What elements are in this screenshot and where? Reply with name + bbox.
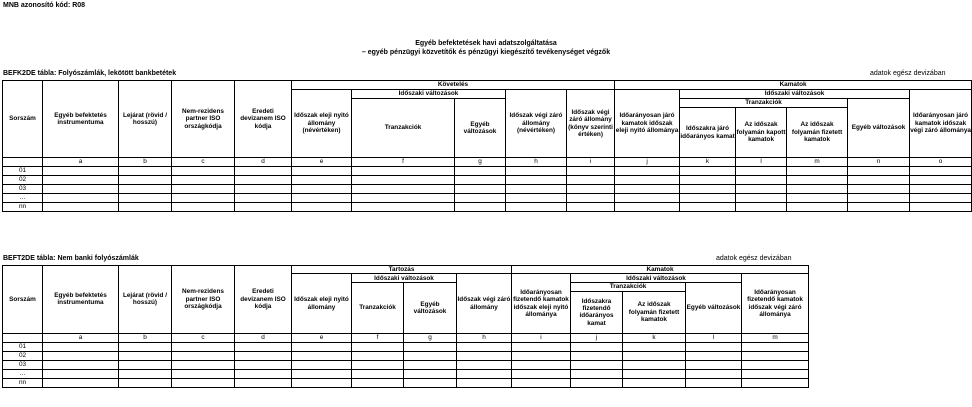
t1-group-kamatok: Kamatok	[615, 81, 972, 90]
t2-header-a: Egyéb befektetés instrumentuma	[43, 266, 119, 334]
t2-letter-i: i	[512, 333, 571, 342]
doc-code: MNB azonosító kód: R08	[3, 2, 86, 9]
table1-unit: adatok egész devizában	[870, 70, 946, 77]
t1-header-g: Egyéb változások	[455, 99, 506, 158]
t1-letter-b: b	[119, 158, 172, 167]
t2-header-i: Időarányosan fizetendő kamatok időszak eleji nyitó állománya	[512, 274, 571, 333]
t1-letter-e: e	[292, 158, 352, 167]
t2-header-g: Egyéb változások	[404, 283, 457, 333]
t2-letter-g: g	[404, 333, 457, 342]
t2-header-sorszam: Sorszám	[3, 266, 43, 334]
table-row	[3, 351, 809, 360]
table-row	[3, 185, 972, 194]
t2-letter-a: a	[43, 333, 119, 342]
t2-letter-m: m	[742, 333, 809, 342]
t1-letter-j: j	[615, 158, 680, 167]
t1-group-kovetelés: Követelés	[292, 81, 615, 90]
t1-header-d: Eredeti devizanem ISO kódja	[235, 81, 292, 158]
t1-header-a: Egyéb befektetés instrumentuma	[43, 81, 119, 158]
t2-sub-changes: Időszaki változások	[352, 274, 457, 283]
t1-letter-a: a	[43, 158, 119, 167]
t1-letter-m: m	[787, 158, 848, 167]
t1-header-l: Az időszak folyamán kapott kamatok	[736, 108, 787, 158]
table-row	[3, 194, 972, 203]
t2-header-h: Időszak végi záró állomány	[457, 274, 512, 333]
t2-letter-c: c	[172, 333, 235, 342]
row-number: 03	[3, 185, 43, 194]
table2-name: BEFT2DE tábla: Nem banki folyószámlák	[3, 255, 139, 262]
t2-letter-h: h	[457, 333, 512, 342]
row-number: …	[3, 369, 43, 378]
t1-letter-k: k	[680, 158, 736, 167]
row-number: nn	[3, 378, 43, 387]
t1-header-h: Időszak végi záró állomány (névértéken)	[506, 90, 567, 158]
table2-unit: adatok egész devizában	[716, 255, 792, 262]
table-row	[3, 176, 972, 185]
t2-header-b: Lejárat (rövid / hosszú)	[119, 266, 172, 334]
t1-header-e: Időszak eleji nyitó állomány (névértéken)	[292, 90, 352, 158]
table-row	[3, 360, 809, 369]
table-row	[3, 342, 809, 351]
t1-header-b: Lejárat (rövid / hosszú)	[119, 81, 172, 158]
t1-sub-changes-interest: Időszaki változások	[680, 90, 910, 99]
t1-letter-h: h	[506, 158, 567, 167]
t1-header-f: Tranzakciók	[352, 99, 455, 158]
t2-header-m: Időarányosan fizetendő kamatok időszak végi záró állománya	[742, 274, 809, 333]
t2-header-l: Egyéb változások	[686, 283, 742, 333]
t2-letter-l: l	[686, 333, 742, 342]
t1-letter-g: g	[455, 158, 506, 167]
row-number: nn	[3, 203, 43, 212]
t2-letter-k: k	[623, 333, 686, 342]
t1-header-i: Időszak végi záró állomány (könyv szerinti értéken)	[567, 90, 615, 158]
t1-sub-transactions: Tranzakciók	[680, 99, 848, 108]
row-number: 02	[3, 351, 43, 360]
t2-header-c: Nem-rezidens partner ISO országkódja	[172, 266, 235, 334]
t1-header-c: Nem-rezidens partner ISO országkódja	[172, 81, 235, 158]
t2-letter-e: e	[292, 333, 352, 342]
t2-header-f: Tranzakciók	[352, 283, 404, 333]
t1-sub-changes: Időszaki változások	[352, 90, 506, 99]
t2-sub-transactions: Tranzakciók	[571, 283, 686, 291]
row-number: …	[3, 194, 43, 203]
table1-name: BEFK2DE tábla: Folyószámlák, lekötött bankbetétek	[3, 70, 177, 77]
t1-letter-f: f	[352, 158, 455, 167]
table1	[2, 80, 972, 212]
row-number: 01	[3, 167, 43, 176]
t1-header-n: Egyéb változások	[848, 99, 910, 158]
t2-letter-d: d	[235, 333, 292, 342]
t1-header-k: Időszakra járó időarányos kamat	[680, 108, 736, 158]
table2	[2, 265, 809, 388]
t1-header-o: Időarányosan járó kamatok időszak végi záró állománya	[910, 90, 972, 158]
t2-sub-changes-interest: Időszaki változások	[571, 274, 742, 283]
row-number: 03	[3, 360, 43, 369]
t2-group-kamatok: Kamatok	[512, 266, 809, 274]
table-row	[3, 203, 972, 212]
table-row	[3, 378, 809, 387]
t1-letter-c: c	[172, 158, 235, 167]
t1-header-j: Időarányosan járó kamatok időszak eleji nyitó állománya	[615, 90, 680, 158]
t2-header-e: Időszak eleji nyitó állomány	[292, 274, 352, 333]
t2-group-tartozas: Tartozás	[292, 266, 512, 274]
row-number: 02	[3, 176, 43, 185]
t1-letter-o: o	[910, 158, 972, 167]
table-row	[3, 167, 972, 176]
t1-letter-n: n	[848, 158, 910, 167]
t1-letter-d: d	[235, 158, 292, 167]
doc-title: Egyéb befektetések havi adatszolgáltatása	[415, 40, 557, 47]
t1-header-sorszam: Sorszám	[3, 81, 43, 158]
t2-header-k: Az időszak folyamán fizetett kamatok	[623, 291, 686, 333]
t2-letter-f: f	[352, 333, 404, 342]
row-number: 01	[3, 342, 43, 351]
t2-header-d: Eredeti devizanem ISO kódja	[235, 266, 292, 334]
t2-letter-j: j	[571, 333, 623, 342]
t1-letter-i: i	[567, 158, 615, 167]
table-row	[3, 369, 809, 378]
t2-letter-b: b	[119, 333, 172, 342]
t1-letter-l: l	[736, 158, 787, 167]
t1-header-m: Az időszak folyamán fizetett kamatok	[787, 108, 848, 158]
doc-subtitle: – egyéb pénzügyi közvetítők és pénzügyi kiegészítő tevékenységet végzők	[361, 49, 611, 56]
t2-header-j: Időszakra fizetendő időarányos kamat	[571, 291, 623, 333]
